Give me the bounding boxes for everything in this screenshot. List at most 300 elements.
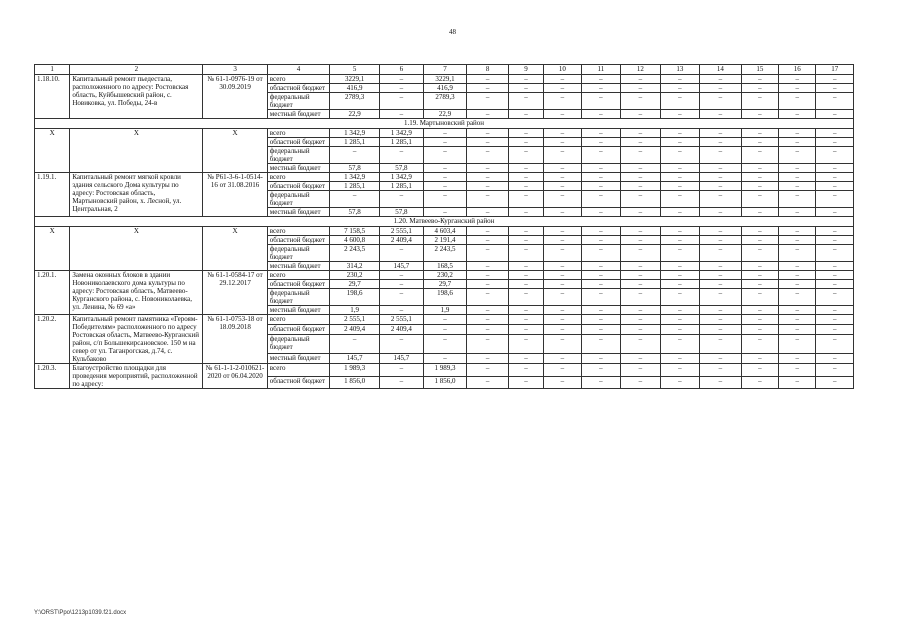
empty-year-cell: –: [467, 110, 509, 119]
empty-year-cell: –: [779, 376, 816, 389]
empty-year-cell: –: [741, 227, 778, 236]
empty-year-cell: –: [467, 353, 509, 363]
empty-year-cell: –: [508, 173, 543, 182]
amount-v6: –: [380, 75, 424, 84]
budget-type: всего: [267, 271, 329, 280]
empty-year-cell: –: [508, 353, 543, 363]
empty-year-cell: –: [544, 191, 581, 208]
budget-type: местный бюджет: [267, 353, 329, 363]
empty-year-cell: –: [581, 364, 620, 377]
empty-year-cell: –: [508, 325, 543, 335]
amount-v6: –: [380, 191, 424, 208]
budget-type: всего: [267, 129, 329, 138]
budget-type: областной бюджет: [267, 280, 329, 289]
amount-v7: 22,9: [423, 110, 467, 119]
object-doc: № 61-1-0976-19 от 30.09.2019: [203, 75, 267, 119]
amount-v7: 4 603,4: [423, 227, 467, 236]
empty-year-cell: –: [467, 245, 509, 262]
empty-year-cell: –: [700, 129, 742, 138]
amount-v5: 1 342,9: [330, 173, 380, 182]
empty-year-cell: –: [581, 138, 620, 147]
column-number-row: [35, 65, 854, 75]
empty-year-cell: –: [544, 84, 581, 93]
empty-year-cell: –: [467, 191, 509, 208]
amount-v7: –: [423, 182, 467, 191]
column-number: 11: [581, 65, 620, 75]
empty-year-cell: –: [544, 353, 581, 363]
empty-year-cell: –: [581, 129, 620, 138]
empty-year-cell: –: [816, 364, 854, 377]
budget-table: [34, 64, 854, 389]
amount-v6: 2 409,4: [380, 236, 424, 245]
amount-v6: –: [380, 245, 424, 262]
empty-year-cell: –: [779, 315, 816, 325]
empty-year-cell: –: [741, 271, 778, 280]
empty-year-cell: –: [660, 129, 699, 138]
file-path-footer: Y:\ORST\Ppo\1213p1039.f21.docx: [34, 610, 127, 616]
table-row: [35, 227, 854, 236]
empty-year-cell: –: [660, 110, 699, 119]
column-number: 13: [660, 65, 699, 75]
empty-year-cell: –: [660, 271, 699, 280]
budget-type: всего: [267, 227, 329, 236]
object-name: Капитальный ремонт мягкой кровли здания сельского Дома культуры по адресу: Ростовская область, Мартыновский район, х. Лесной, ул. Центральная, 2: [70, 173, 203, 217]
empty-year-cell: –: [741, 208, 778, 217]
empty-year-cell: –: [621, 335, 660, 354]
budget-type: всего: [267, 364, 329, 377]
empty-year-cell: –: [544, 164, 581, 173]
empty-year-cell: –: [700, 191, 742, 208]
empty-year-cell: –: [621, 182, 660, 191]
column-number: 9: [508, 65, 543, 75]
empty-year-cell: –: [508, 138, 543, 147]
object-code: 1.20.1.: [35, 271, 70, 315]
amount-v5: 22,9: [330, 110, 380, 119]
empty-year-cell: –: [621, 325, 660, 335]
empty-year-cell: –: [779, 271, 816, 280]
amount-v5: 3229,1: [330, 75, 380, 84]
empty-year-cell: –: [816, 147, 854, 164]
empty-year-cell: –: [700, 280, 742, 289]
amount-v5: 1 342,9: [330, 129, 380, 138]
empty-year-cell: –: [660, 289, 699, 306]
empty-year-cell: –: [581, 315, 620, 325]
empty-year-cell: –: [700, 245, 742, 262]
empty-year-cell: –: [467, 173, 509, 182]
empty-year-cell: –: [700, 262, 742, 271]
budget-type: всего: [267, 75, 329, 84]
empty-year-cell: –: [779, 173, 816, 182]
empty-year-cell: –: [816, 227, 854, 236]
empty-year-cell: –: [741, 129, 778, 138]
empty-year-cell: –: [544, 315, 581, 325]
amount-v6: –: [380, 84, 424, 93]
object-code: Х: [35, 129, 70, 173]
empty-year-cell: –: [581, 325, 620, 335]
amount-v6: –: [380, 93, 424, 110]
object-code: 1.20.2.: [35, 315, 70, 364]
empty-year-cell: –: [741, 353, 778, 363]
empty-year-cell: –: [660, 236, 699, 245]
empty-year-cell: –: [816, 208, 854, 217]
amount-v5: 1 285,1: [330, 138, 380, 147]
amount-v7: 3229,1: [423, 75, 467, 84]
empty-year-cell: –: [467, 236, 509, 245]
empty-year-cell: –: [816, 376, 854, 389]
amount-v5: –: [330, 335, 380, 354]
budget-type: областной бюджет: [267, 138, 329, 147]
amount-v5: 57,8: [330, 164, 380, 173]
object-doc: № Р61-3-6-1-0514-16 от 31.08.2016: [203, 173, 267, 217]
section-title: 1.20. Матвеево-Курганский район: [35, 217, 854, 227]
table-row: [35, 364, 854, 377]
empty-year-cell: –: [621, 245, 660, 262]
amount-v7: 230,2: [423, 271, 467, 280]
empty-year-cell: –: [700, 289, 742, 306]
page-number: 48: [449, 28, 456, 36]
empty-year-cell: –: [544, 236, 581, 245]
amount-v7: 198,6: [423, 289, 467, 306]
column-number: 6: [380, 65, 424, 75]
amount-v7: –: [423, 353, 467, 363]
empty-year-cell: –: [621, 129, 660, 138]
object-doc: № 61-1-0584-17 от 29.12.2017: [203, 271, 267, 315]
amount-v5: 230,2: [330, 271, 380, 280]
object-doc: № 61-1-0753-18 от 18.09.2018: [203, 315, 267, 364]
empty-year-cell: –: [467, 129, 509, 138]
amount-v7: 168,5: [423, 262, 467, 271]
empty-year-cell: –: [700, 364, 742, 377]
amount-v7: 1 989,3: [423, 364, 467, 377]
empty-year-cell: –: [779, 353, 816, 363]
budget-type: областной бюджет: [267, 182, 329, 191]
empty-year-cell: –: [700, 376, 742, 389]
empty-year-cell: –: [581, 164, 620, 173]
object-name: Благоустройство площадки для проведения мероприятий, расположенной по адресу:: [70, 364, 203, 389]
object-name: Замена оконных блоков в здании Новониколаевского дома культуры по адресу: Ростовская область, Матвеево-Курганского района, с. Новониколаевка, ул. Ленина, № 69 «а»: [70, 271, 203, 315]
empty-year-cell: –: [779, 75, 816, 84]
amount-v6: –: [380, 364, 424, 377]
empty-year-cell: –: [816, 315, 854, 325]
column-number: 1: [35, 65, 70, 75]
empty-year-cell: –: [544, 376, 581, 389]
empty-year-cell: –: [660, 353, 699, 363]
empty-year-cell: –: [544, 93, 581, 110]
empty-year-cell: –: [700, 325, 742, 335]
empty-year-cell: –: [779, 227, 816, 236]
empty-year-cell: –: [621, 289, 660, 306]
empty-year-cell: –: [660, 147, 699, 164]
amount-v5: –: [330, 191, 380, 208]
empty-year-cell: –: [700, 147, 742, 164]
empty-year-cell: –: [741, 335, 778, 354]
empty-year-cell: –: [581, 306, 620, 315]
empty-year-cell: –: [581, 110, 620, 119]
empty-year-cell: –: [467, 164, 509, 173]
empty-year-cell: –: [621, 262, 660, 271]
empty-year-cell: –: [816, 110, 854, 119]
amount-v5: 314,2: [330, 262, 380, 271]
amount-v6: –: [380, 306, 424, 315]
empty-year-cell: –: [621, 236, 660, 245]
empty-year-cell: –: [700, 353, 742, 363]
empty-year-cell: –: [467, 315, 509, 325]
empty-year-cell: –: [741, 110, 778, 119]
amount-v5: 2789,3: [330, 93, 380, 110]
column-number: 5: [330, 65, 380, 75]
empty-year-cell: –: [544, 147, 581, 164]
empty-year-cell: –: [660, 245, 699, 262]
table-row: [35, 75, 854, 84]
amount-v6: –: [380, 376, 424, 389]
object-doc: Х: [203, 227, 267, 271]
amount-v6: –: [380, 271, 424, 280]
amount-v6: 145,7: [380, 353, 424, 363]
empty-year-cell: –: [779, 191, 816, 208]
amount-v7: –: [423, 164, 467, 173]
empty-year-cell: –: [467, 75, 509, 84]
empty-year-cell: –: [816, 280, 854, 289]
budget-type: всего: [267, 173, 329, 182]
amount-v6: 1 342,9: [380, 129, 424, 138]
empty-year-cell: –: [467, 306, 509, 315]
table-row: [35, 173, 854, 182]
empty-year-cell: –: [779, 289, 816, 306]
empty-year-cell: –: [508, 315, 543, 325]
budget-type: областной бюджет: [267, 325, 329, 335]
amount-v5: 198,6: [330, 289, 380, 306]
amount-v6: 57,8: [380, 164, 424, 173]
empty-year-cell: –: [544, 245, 581, 262]
budget-type: федеральный бюджет: [267, 147, 329, 164]
empty-year-cell: –: [816, 129, 854, 138]
empty-year-cell: –: [779, 306, 816, 315]
empty-year-cell: –: [544, 335, 581, 354]
empty-year-cell: –: [544, 227, 581, 236]
empty-year-cell: –: [581, 191, 620, 208]
empty-year-cell: –: [467, 335, 509, 354]
empty-year-cell: –: [660, 364, 699, 377]
column-number: 7: [423, 65, 467, 75]
empty-year-cell: –: [508, 147, 543, 164]
empty-year-cell: –: [621, 227, 660, 236]
amount-v7: 1,9: [423, 306, 467, 315]
amount-v7: 29,7: [423, 280, 467, 289]
empty-year-cell: –: [816, 84, 854, 93]
empty-year-cell: –: [779, 182, 816, 191]
empty-year-cell: –: [660, 325, 699, 335]
empty-year-cell: –: [621, 208, 660, 217]
table-row: [35, 271, 854, 280]
empty-year-cell: –: [741, 182, 778, 191]
empty-year-cell: –: [621, 93, 660, 110]
empty-year-cell: –: [816, 75, 854, 84]
empty-year-cell: –: [816, 335, 854, 354]
empty-year-cell: –: [741, 376, 778, 389]
object-doc: Х: [203, 129, 267, 173]
empty-year-cell: –: [660, 227, 699, 236]
empty-year-cell: –: [544, 306, 581, 315]
budget-type: местный бюджет: [267, 110, 329, 119]
empty-year-cell: –: [508, 129, 543, 138]
empty-year-cell: –: [581, 227, 620, 236]
empty-year-cell: –: [508, 306, 543, 315]
empty-year-cell: –: [581, 245, 620, 262]
object-name: Х: [70, 129, 203, 173]
empty-year-cell: –: [779, 110, 816, 119]
empty-year-cell: –: [581, 271, 620, 280]
empty-year-cell: –: [544, 182, 581, 191]
empty-year-cell: –: [508, 75, 543, 84]
amount-v6: –: [380, 335, 424, 354]
empty-year-cell: –: [544, 364, 581, 377]
empty-year-cell: –: [621, 138, 660, 147]
empty-year-cell: –: [467, 93, 509, 110]
empty-year-cell: –: [700, 236, 742, 245]
amount-v5: 57,8: [330, 208, 380, 217]
empty-year-cell: –: [741, 236, 778, 245]
empty-year-cell: –: [700, 315, 742, 325]
amount-v7: –: [423, 129, 467, 138]
empty-year-cell: –: [779, 262, 816, 271]
amount-v5: 2 409,4: [330, 325, 380, 335]
empty-year-cell: –: [660, 306, 699, 315]
amount-v5: 1 989,3: [330, 364, 380, 377]
empty-year-cell: –: [816, 236, 854, 245]
empty-year-cell: –: [581, 376, 620, 389]
empty-year-cell: –: [816, 271, 854, 280]
amount-v7: 1 856,0: [423, 376, 467, 389]
column-number: 17: [816, 65, 854, 75]
empty-year-cell: –: [621, 364, 660, 377]
empty-year-cell: –: [581, 289, 620, 306]
budget-type: местный бюджет: [267, 164, 329, 173]
amount-v5: 416,9: [330, 84, 380, 93]
empty-year-cell: –: [741, 262, 778, 271]
empty-year-cell: –: [660, 262, 699, 271]
amount-v6: 1 285,1: [380, 182, 424, 191]
budget-type: областной бюджет: [267, 376, 329, 389]
table-row: [35, 315, 854, 325]
empty-year-cell: –: [508, 262, 543, 271]
empty-year-cell: –: [508, 289, 543, 306]
empty-year-cell: –: [581, 335, 620, 354]
empty-year-cell: –: [779, 164, 816, 173]
empty-year-cell: –: [660, 280, 699, 289]
budget-type: всего: [267, 315, 329, 325]
empty-year-cell: –: [816, 353, 854, 363]
empty-year-cell: –: [660, 191, 699, 208]
amount-v7: –: [423, 315, 467, 325]
column-number: 3: [203, 65, 267, 75]
empty-year-cell: –: [700, 75, 742, 84]
empty-year-cell: –: [816, 93, 854, 110]
empty-year-cell: –: [816, 173, 854, 182]
empty-year-cell: –: [467, 364, 509, 377]
empty-year-cell: –: [508, 84, 543, 93]
amount-v5: 145,7: [330, 353, 380, 363]
empty-year-cell: –: [544, 262, 581, 271]
empty-year-cell: –: [621, 280, 660, 289]
empty-year-cell: –: [621, 75, 660, 84]
empty-year-cell: –: [581, 84, 620, 93]
empty-year-cell: –: [508, 110, 543, 119]
empty-year-cell: –: [621, 164, 660, 173]
empty-year-cell: –: [816, 191, 854, 208]
section-row: [35, 217, 854, 227]
empty-year-cell: –: [660, 75, 699, 84]
empty-year-cell: –: [779, 236, 816, 245]
object-doc: № 61-1-1-2-010621-2020 от 06.04.2020: [203, 364, 267, 389]
empty-year-cell: –: [467, 262, 509, 271]
amount-v5: 7 158,5: [330, 227, 380, 236]
budget-type: местный бюджет: [267, 208, 329, 217]
empty-year-cell: –: [467, 271, 509, 280]
empty-year-cell: –: [621, 271, 660, 280]
budget-type: федеральный бюджет: [267, 335, 329, 354]
amount-v7: –: [423, 335, 467, 354]
amount-v6: 2 409,4: [380, 325, 424, 335]
empty-year-cell: –: [621, 110, 660, 119]
empty-year-cell: –: [741, 245, 778, 262]
empty-year-cell: –: [467, 376, 509, 389]
empty-year-cell: –: [621, 315, 660, 325]
empty-year-cell: –: [581, 173, 620, 182]
amount-v6: 2 555,1: [380, 227, 424, 236]
amount-v5: 2 555,1: [330, 315, 380, 325]
empty-year-cell: –: [508, 245, 543, 262]
empty-year-cell: –: [660, 138, 699, 147]
section-title: 1.19. Мартыновский район: [35, 119, 854, 129]
empty-year-cell: –: [467, 182, 509, 191]
empty-year-cell: –: [544, 75, 581, 84]
empty-year-cell: –: [660, 173, 699, 182]
empty-year-cell: –: [660, 84, 699, 93]
object-code: 1.19.1.: [35, 173, 70, 217]
empty-year-cell: –: [741, 93, 778, 110]
object-code: 1.18.10.: [35, 75, 70, 119]
empty-year-cell: –: [816, 138, 854, 147]
amount-v6: 1 342,9: [380, 173, 424, 182]
empty-year-cell: –: [700, 138, 742, 147]
empty-year-cell: –: [741, 364, 778, 377]
empty-year-cell: –: [544, 138, 581, 147]
empty-year-cell: –: [816, 325, 854, 335]
budget-type: областной бюджет: [267, 236, 329, 245]
empty-year-cell: –: [779, 129, 816, 138]
table-body: [35, 65, 854, 389]
empty-year-cell: –: [660, 315, 699, 325]
empty-year-cell: –: [700, 84, 742, 93]
empty-year-cell: –: [741, 138, 778, 147]
empty-year-cell: –: [508, 208, 543, 217]
empty-year-cell: –: [700, 110, 742, 119]
amount-v5: 29,7: [330, 280, 380, 289]
empty-year-cell: –: [779, 364, 816, 377]
empty-year-cell: –: [660, 335, 699, 354]
amount-v7: 416,9: [423, 84, 467, 93]
budget-type: федеральный бюджет: [267, 289, 329, 306]
empty-year-cell: –: [700, 271, 742, 280]
empty-year-cell: –: [621, 173, 660, 182]
amount-v5: 2 243,5: [330, 245, 380, 262]
empty-year-cell: –: [544, 129, 581, 138]
empty-year-cell: –: [467, 208, 509, 217]
table-row: [35, 129, 854, 138]
amount-v5: –: [330, 147, 380, 164]
empty-year-cell: –: [621, 191, 660, 208]
empty-year-cell: –: [467, 147, 509, 164]
